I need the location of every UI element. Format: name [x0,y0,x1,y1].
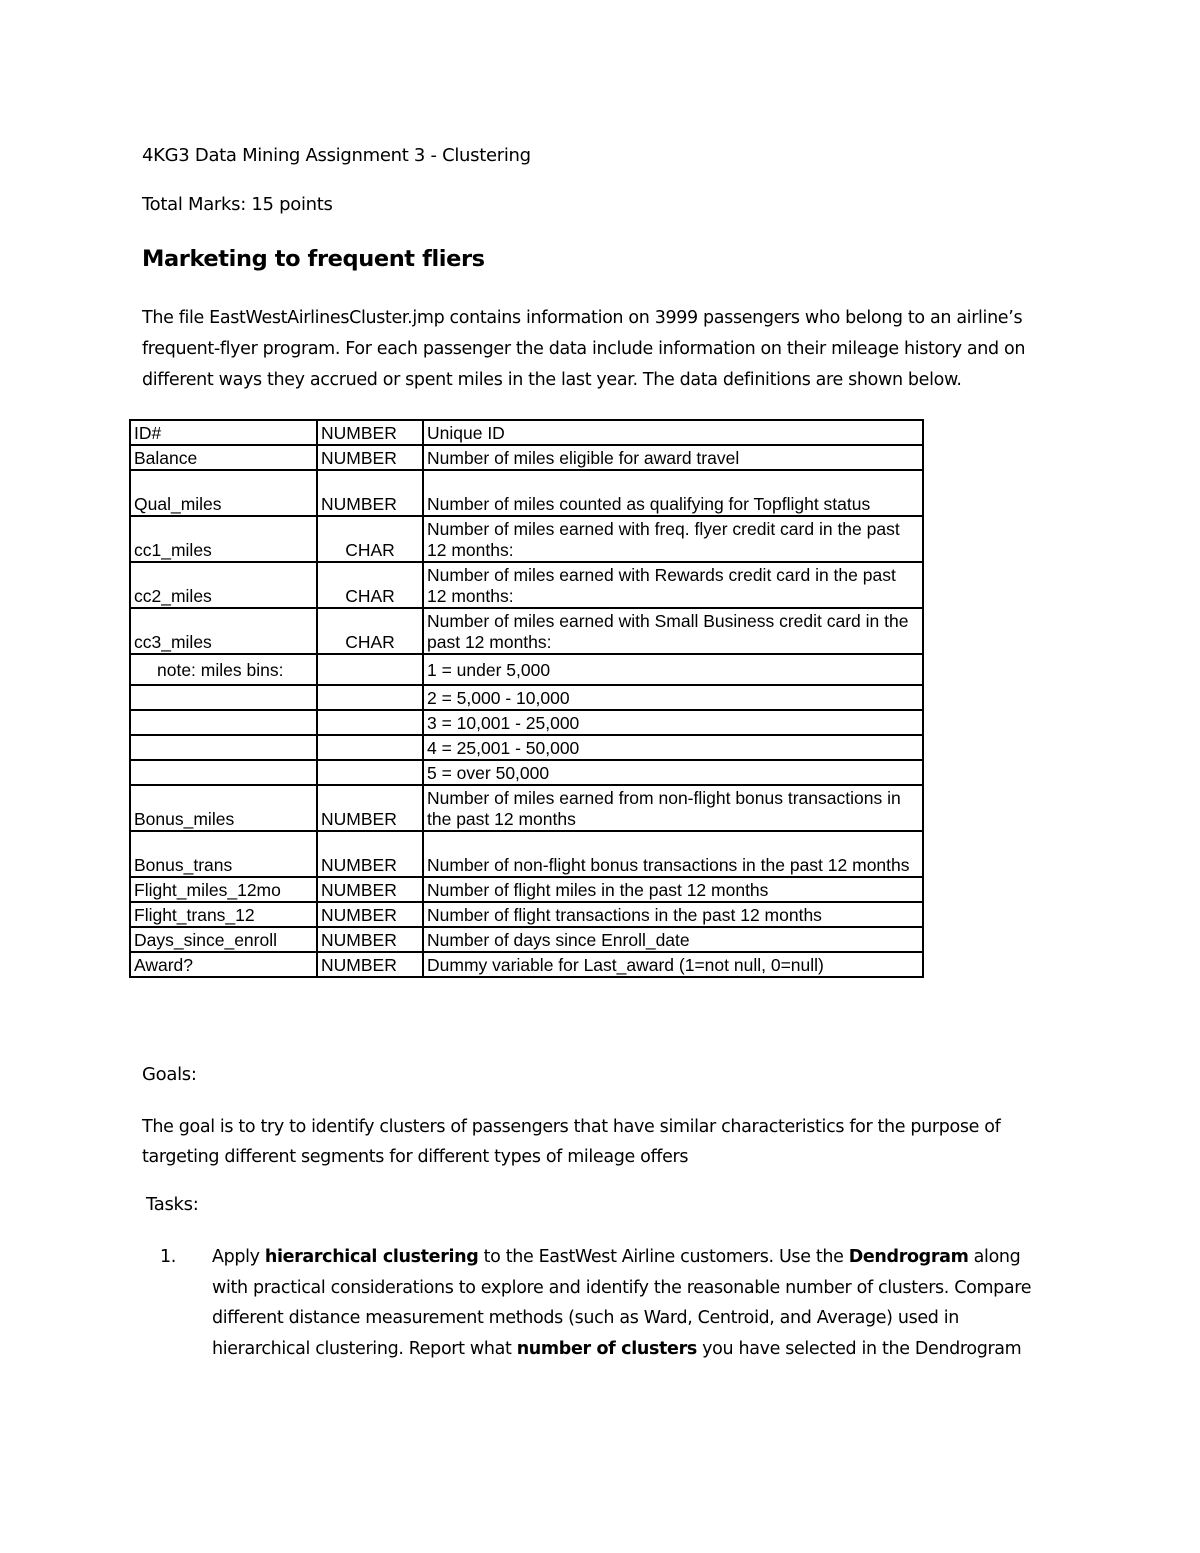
field-type-cell [317,735,423,760]
field-type-cell: NUMBER [317,831,423,877]
field-description-cell: Number of miles earned with Rewards credit card in the past 12 months: [423,562,923,608]
task-bold-text: hierarchical clustering [264,1247,479,1267]
field-name-cell: Flight_trans_12 [130,902,317,927]
table-row [130,445,923,470]
table-row [130,735,923,760]
field-description-cell: Number of miles counted as qualifying for Topflight status [423,470,923,516]
task-bold-text: Dendrogram [848,1247,969,1267]
task-item [160,1242,1060,1364]
field-name-cell: cc3_miles [130,608,317,654]
field-description-cell: 5 = over 50,000 [423,760,923,785]
field-type-cell: NUMBER [317,470,423,516]
field-name-cell [130,735,317,760]
table-row [130,902,923,927]
table-row [130,710,923,735]
field-name-cell [130,760,317,785]
field-description-cell: 1 = under 5,000 [423,654,923,685]
field-description-cell: Number of miles eligible for award travel [423,445,923,470]
field-name-cell: ID# [130,420,317,445]
data-definitions-body [130,420,923,977]
field-type-cell [317,710,423,735]
task-text: to the EastWest Airline customers. Use the [478,1247,849,1267]
field-name-cell: Flight_miles_12mo [130,877,317,902]
field-description-cell: 4 = 25,001 - 50,000 [423,735,923,760]
table-row [130,952,923,977]
field-description-cell: Number of flight transactions in the past 12 months [423,902,923,927]
field-type-cell: NUMBER [317,420,423,445]
field-name-cell [130,685,317,710]
section-heading: Marketing to frequent fliers [142,246,485,272]
goals-text: The goal is to try to identify clusters of passengers that have similar characteristics for the purpose of targeting different segments for different types of mileage offers [142,1117,1001,1167]
field-description-cell: Number of miles earned with Small Business credit card in the past 12 months: [423,608,923,654]
field-type-cell [317,685,423,710]
table-row [130,927,923,952]
field-description-cell: Unique ID [423,420,923,445]
table-row [130,654,923,685]
tasks-label: Tasks: [146,1194,199,1215]
field-description-cell: Number of flight miles in the past 12 months [423,877,923,902]
field-name-cell: cc2_miles [130,562,317,608]
field-name-cell: Balance [130,445,317,470]
task-number: 1. [160,1247,176,1267]
field-name-cell: Bonus_trans [130,831,317,877]
data-definitions-table [129,419,924,978]
field-description-cell: Number of non-flight bonus transactions in the past 12 months [423,831,923,877]
field-type-cell: NUMBER [317,445,423,470]
field-type-cell: NUMBER [317,785,423,831]
field-type-cell: CHAR [317,516,423,562]
field-name-cell: note: miles bins: [130,654,317,685]
field-type-cell: CHAR [317,562,423,608]
table-row [130,470,923,516]
field-description-cell: 2 = 5,000 - 10,000 [423,685,923,710]
total-marks: Total Marks: 15 points [142,194,333,215]
table-row [130,785,923,831]
task-text: along with practical considerations to explore and identify the reasonable number of clusters. Compare different distance measurement methods (such as Ward, Centroid, and Average) used in hierarchical clustering. Report what [212,1247,1032,1359]
field-name-cell: Days_since_enroll [130,927,317,952]
field-type-cell: CHAR [317,608,423,654]
goals-label: Goals: [142,1064,197,1085]
table-row [130,685,923,710]
field-name-cell: Award? [130,952,317,977]
field-type-cell: NUMBER [317,877,423,902]
field-name-cell [130,710,317,735]
table-row [130,877,923,902]
intro-paragraph: The file EastWestAirlinesCluster.jmp contains information on 3999 passengers who belong to an airline’s frequent-flyer program. For each passenger the data include information on their mileage history and on different ways they accrued or spent miles in the last year. The data definitions are shown below. [142,308,1026,390]
table-row [130,760,923,785]
field-type-cell: NUMBER [317,952,423,977]
task-text: you have selected in the Dendrogram [696,1338,1022,1359]
field-type-cell [317,654,423,685]
field-description-cell: 3 = 10,001 - 25,000 [423,710,923,735]
field-description-cell: Number of days since Enroll_date [423,927,923,952]
field-name-cell: cc1_miles [130,516,317,562]
field-type-cell: NUMBER [317,902,423,927]
field-type-cell: NUMBER [317,927,423,952]
field-description-cell: Dummy variable for Last_award (1=not null, 0=null) [423,952,923,977]
table-row [130,831,923,877]
table-row [130,608,923,654]
field-type-cell [317,760,423,785]
field-name-cell: Qual_miles [130,470,317,516]
field-name-cell: Bonus_miles [130,785,317,831]
task-list [160,1242,1060,1364]
task-text: Apply [212,1247,265,1267]
task-bold-text: number of clusters [516,1338,697,1359]
field-description-cell: Number of miles earned from non-flight bonus transactions in the past 12 months [423,785,923,831]
field-description-cell: Number of miles earned with freq. flyer credit card in the past 12 months: [423,516,923,562]
document-title: 4KG3 Data Mining Assignment 3 - Clustering [142,145,531,166]
table-row [130,562,923,608]
table-row [130,516,923,562]
table-row [130,420,923,445]
